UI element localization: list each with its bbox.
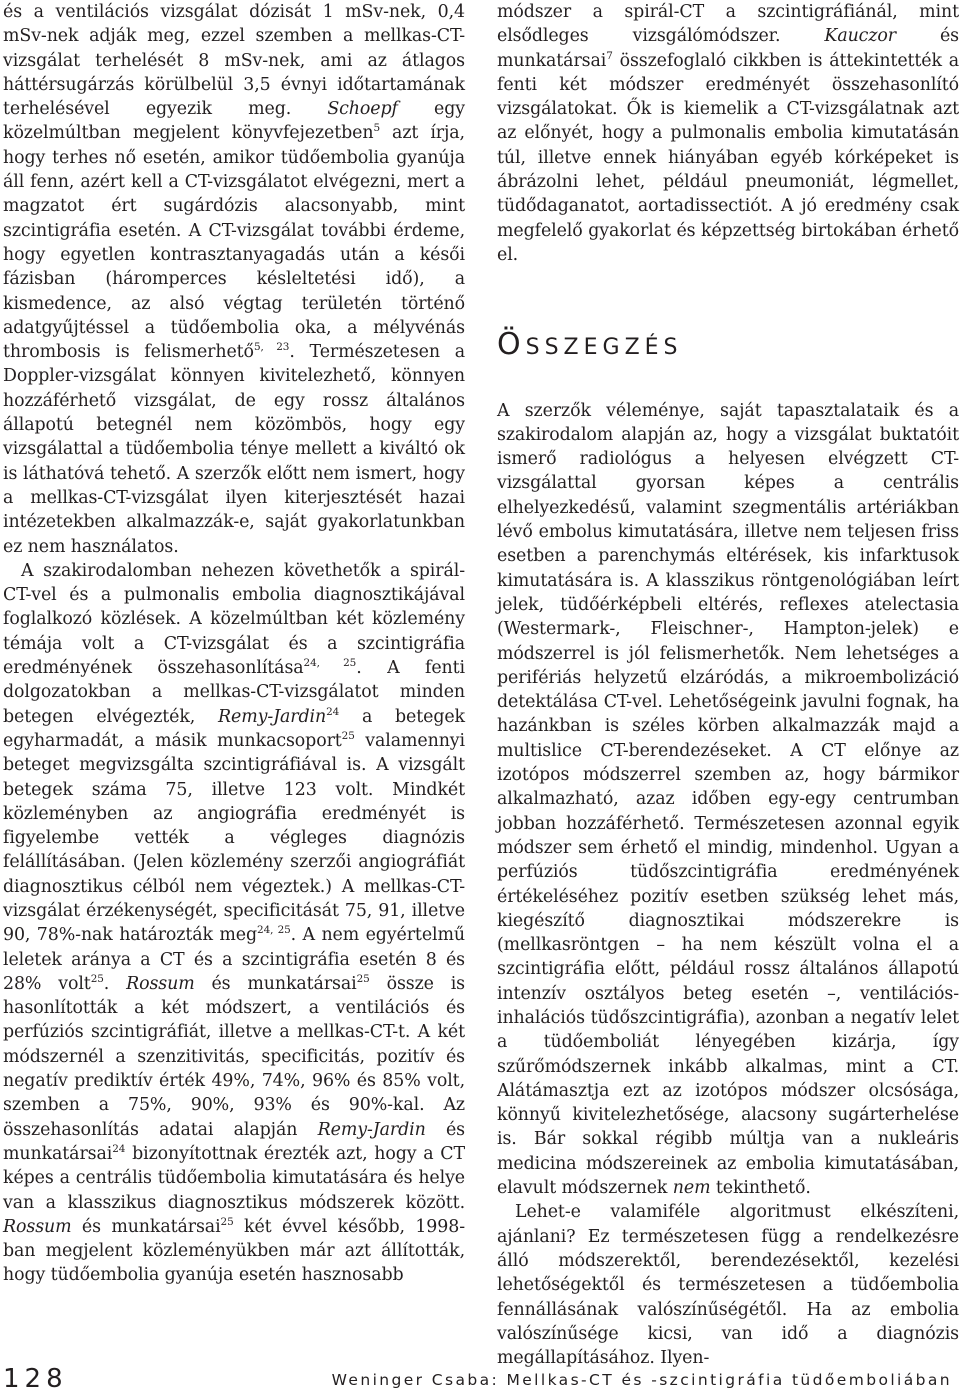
reference-number: 5, 23 [253,341,290,354]
italic-author-name: Rossum [3,1216,72,1237]
reference-number: 25 [341,730,355,743]
body-paragraph: A szerzők véleménye, saját tapasztalataik és a szakirodalom alapján az, hogy a vizsgálat buktatóit ismerő radiológus a helyesen elvégzett CT-vizsgálattal gyorsan képes a centrális elhelyezkedésű, valamint szegmentális artériákban lévő embolus kimutatására, illetve nem teljesen friss esetben a parenchymás eltérések, kis infarktusok kimutatására is. A klasszikus röntgenológiában leírt jelek, tüdőérképbeli eltérés, reflexes atelectasia (Westermark-, Fleischner-, Hampton-jelek) e módszerrel is jól felismerhetők. Nem lehetséges a perifériás helyzetű elzáródás, a mikroembolizáció detektálása CT-vel. Lehetőségeink javulni fognak, ha hazánkban is széles körben alkalmazzák majd a multislice CT-berendezéseket. A CT előnye az izotópos módszerrel szemben az, hogy bármikor alkalmazható, azaz időben egy-egy centrumban jobban hozzáférhető. Természetesen azonnal egyik módszer sem érhető el mindig, mindenhol. Ugyan a perfúziós tüdőszcintigráfia eredményének értékeléséhez pozitív esetben szükség lehet más, kiegészítő diagnosztikai módszerekre is (mellkasröntgen – ha nem készült volna el a szcintigráfia előtt, például rossz általános állapotú intenzív osztályos beteg esetén –, ventilációs-inhalációs tüdőszcintigráfia), azonban a negatív lelet a tüdőemboliát lényegében kizárja, így szűrőmódszernek inkább alkalmas, mint a CT. Alátámasztja ezt az izotópos módszer olcsósága, könnyű kivitelezhetősége, alacsony sugárterhelése is. Bár sokkal régibb múltja van a nukleáris medicina módszereinek az embolia kimutatásában, elavult módszernek nem tekinthető. [497,400,959,1199]
italic-author-name: Schoepf [327,99,398,120]
italic-author-name: Rossum [126,973,195,994]
body-paragraph: Lehet-e valamiféle algoritmust elkészíteni, ajánlani? Ez természetesen függ a rendelkezésre álló módszerektől, berendezésektől, kezelési lehetőségektől és természetesen a tüdőembolia fennállásának valószínűségétől. Ha az embolia valószínűsége kicsi, van idő a diagnózis megállapításához. Ilyen- [497,1202,959,1369]
reference-number: 25 [90,973,104,986]
page-footer [0,1365,960,1393]
body-paragraph: és a ventilációs vizsgálat dózisát 1 mSv-nek, 0,4 mSv-nek adják meg, ezzel szemben a mellkas-CT-vizsgálat terhelését 8 mSv-nek, ami az átlagos háttérsugárzás körülbelül 3,5 évnyi időtartamának terhelésével egyezik meg. Schoepf egy közelmúltban megjelent könyvfejezetben$^5$ azt írja, hogy terhes nő esetén, amikor tüdőembolia gyanúja áll fenn, azért kell a CT-vizsgálatot elvégezni, mert a magzatot ért sugárdózis alacsonyabb, mint szcintigráfia esetén. A CT-vizsgálat további érdeme, hogy egyetlen kontrasztanyagadás után a késői fázisban (háromperces késleltetési idő), a kismedence, az alsó végtag területén történő adatgyűjtéssel a tüdőembolia oka, a mélyvénás thrombosis is felismerhető$^{5, 23}$. Természetesen a Doppler-vizsgálat könnyen kivitelezhető, könnyen hozzáférhető vizsgálat, de egy rossz általános állapotú betegnél nem közömbös, hogy egy vizsgálattal a tüdőembolia ténye mellett a kiváltó ok is láthatóvá tehető. A szerzők előtt nem ismert, hogy a mellkas-CT-vizsgálat ilyen kiterjesztését hazai intézetekben alkalmazzák-e, saját gyakorlatunkban ez nem használatos. [3,2,465,557]
reference-number: 24, 25 [257,924,291,937]
body-paragraph: módszer a spirál-CT a szcintigráfiánál, mint elsődleges vizsgálómódszer. Kauczor és munkatársai$^7$ összefoglaló cikkben is áttekintették a fenti két módszer eredményét összehasonlító vizsgálatokat. Ők is kiemelik a CT-vizsgálatnak azt az előnyét, hogy a pulmonalis embolia kimutatásán túl, illetve ennek hiányában egyéb kórképeket is ábrázolni lehet, például pneumoniát, légmellet, tüdődaganatot, aortadissectiót. A jó eredmény csak megfelelő gyakorlat és képzettség birtokában érhető el. [497,2,959,265]
section-heading-osszegzes [497,327,959,363]
right-column [497,0,959,1370]
italic-author-name: Remy-Jardin [317,1119,426,1140]
reference-number: 24 [112,1143,126,1156]
left-column [3,0,465,1288]
italic-author-name: Remy-Jardin [218,706,327,727]
reference-number: 24, 25 [303,657,357,670]
italic-author-name: nem [672,1178,711,1199]
italic-author-name: Kauczor [824,26,896,47]
body-paragraph: A szakirodalomban nehezen követhetők a spirál-CT-vel és a pulmonalis embolia diagnosztikájával foglalkozó közlések. A közelmúltban két közlemény témája volt a CT-vizsgálat és a szcintigráfia eredményének összehasonlítása$^{24, 25}$. A fenti dolgozatokban a mellkas-CT-vizsgálatot minden betegen elvégezték, Remy-Jardin$^{24}$ a betegek egyharmadát, a másik munkacsoport$^{25}$ valamennyi beteget megvizsgálta szcintigráfiával is. A vizsgált betegek száma 75, illetve 123 volt. Mindkét közleményben az angiográfia eredményét is figyelembe vették a végleges diagnózis felállításában. (Jelen közlemény szerzői angiográfiát diagnosztikus célból nem végeztek.) A mellkas-CT-vizsgálat érzékenységét, specificitását 75, 91, illetve 90, 78%-nak határozták meg$^{24, 25}$. A nem egyértelmű leletek aránya a CT és a szcintigráfia esetén 8 és 28% volt$^{25}$. Rossum és munkatársai$^{25}$ össze is hasonlították a két módszert, a ventilációs és perfúziós szcintigráfiát, illetve a mellkas-CT-t. A két módszernél a szenzitivitás, specificitás, pozitív és negatív prediktív érték 49%, 74%, 96% és 85% volt, szemben a 75%, 90%, 93% és 90%-kal. Az összehasonlítás adatai alapján Remy-Jardin és munkatársai$^{24}$ bizonyítottnak érezték azt, hogy a CT képes a centrális tüdőembolia kimutatására és helye van a klasszikus diagnosztikus módszerek között. Rossum és munkatársai$^{25}$ két évvel később, 1998-ban megjelent közleményükben már azt állították, hogy tüdőembolia gyanúja esetén hasznosabb [3,560,466,1286]
reference-number: 25 [356,973,370,986]
reference-number: 7 [606,49,613,62]
page-number: 128 [3,1364,68,1394]
reference-number: 5 [373,122,380,135]
heading-initial: Ö [497,327,526,363]
running-head: Weninger Csaba: Mellkas-CT és -szcintigráfia tüdőemboliában [331,1371,952,1389]
heading-rest: SSZEGZÉS [525,335,683,361]
reference-number: 25 [220,1216,234,1229]
reference-number: 24 [326,705,340,718]
